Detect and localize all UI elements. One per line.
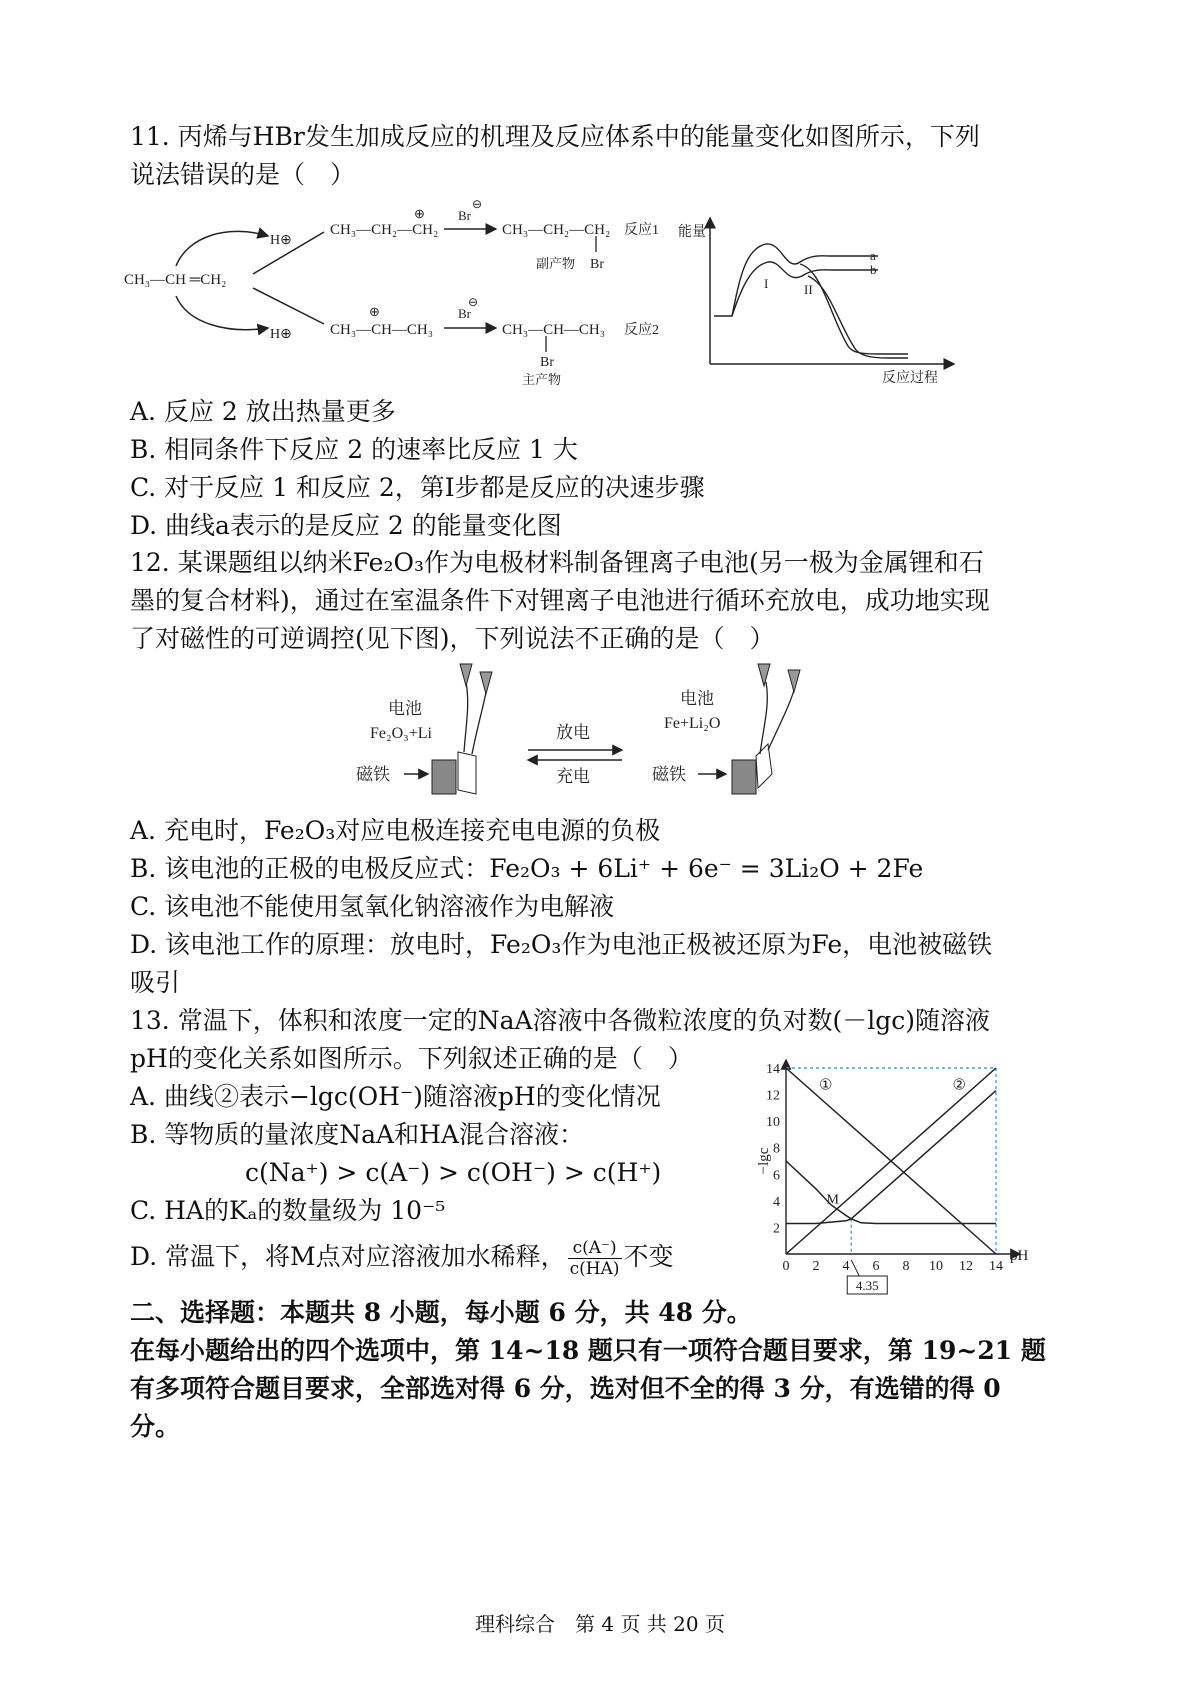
left-magnet-label: 磁铁	[356, 765, 390, 784]
q13-option-d-pre: D. 常温下，将M点对应溶液加水稀释，	[130, 1242, 566, 1271]
right-clip-1	[758, 664, 770, 686]
section2-rule-line2: 有多项符合题目要求，全部选对得 6 分，选对但不全的得 3 分，有选错的得 0	[130, 1374, 1001, 1403]
curved-arrow-bottom	[176, 296, 268, 330]
left-wire-2	[472, 692, 486, 754]
right-electrode	[756, 744, 772, 788]
q11-stem-line1: 11. 丙烯与HBr发生加成反应的机理及反应体系中的能量变化如图所示，下列	[130, 122, 980, 151]
y-tick-label: 2	[773, 1221, 780, 1237]
minus-charge-bottom: ⊖	[468, 295, 479, 309]
curve-2-label: ②	[952, 1077, 966, 1094]
right-wire-2	[768, 690, 794, 750]
section2-title: 二、选择题：本题共 8 小题，每小题 6 分，共 48 分。	[130, 1298, 752, 1327]
y-tick-label: 6	[773, 1168, 780, 1184]
top-product: CH₃—CH₂—CH₂	[502, 222, 611, 238]
top-carbocation: CH₃—CH₂—CH₂	[330, 222, 439, 238]
bottom-carbocation: CH₃—CH—CH₃	[330, 322, 433, 338]
h-plus-top: H⊕	[270, 233, 292, 248]
right-battery-label: 电池	[680, 689, 714, 708]
q11-stem-line2: 说法错误的是（ ）	[130, 160, 356, 189]
q12-stem-line2: 墨的复合材料)，通过在室温条件下对锂离子电池进行循环充放电，成功地实现	[130, 586, 990, 615]
curve-b-label: b	[870, 262, 877, 277]
q13-option-b-equation: c(Na⁺) > c(A⁻) > c(OH⁻) > c(H⁺)	[245, 1158, 662, 1187]
energy-curve-a	[714, 244, 878, 316]
right-magnet-label: 磁铁	[652, 765, 686, 784]
left-electrode	[458, 752, 476, 794]
energy-curve-a-tail	[800, 264, 908, 354]
q12-option-d: D. 该电池工作的原理：放电时，Fe₂O₃作为电池正极被还原为Fe，电池被磁铁	[130, 930, 993, 959]
bottom-product-br: Br	[540, 355, 554, 370]
plus-charge-bottom: ⊕	[369, 304, 380, 319]
y-tick-label: 8	[773, 1141, 780, 1157]
right-clip-2	[788, 670, 800, 692]
byproduct-label: 副产物	[536, 256, 576, 271]
q12-stem-line1: 12. 某课题组以纳米Fe₂O₃作为电极材料制备锂离子电池(另一极为金属锂和石	[130, 548, 984, 577]
q13-stem-line2: pH的变化关系如图所示。下列叙述正确的是（ ）	[130, 1044, 693, 1073]
q12-option-c: C. 该电池不能使用氢氧化钠溶液作为电解液	[130, 892, 615, 921]
x-tick-label: 10	[929, 1259, 943, 1274]
q13-option-c: C. HA的Kₐ的数量级为 10⁻⁵	[130, 1196, 446, 1225]
q12-option-d-cont: 吸引	[130, 968, 181, 997]
step-I-label: I	[764, 276, 769, 291]
left-battery-formula: Fe₂O₃+Li	[370, 725, 432, 742]
value-box-label: 4.35	[855, 1278, 879, 1293]
bromide-bottom: Br	[458, 306, 471, 321]
propene-formula: CH₃—CH ═CH₂	[124, 272, 227, 288]
section2-rule-line3: 分。	[130, 1412, 181, 1441]
right-magnet	[732, 760, 756, 794]
q11-option-d: D. 曲线a表示的是反应 2 的能量变化图	[130, 511, 562, 540]
reaction2-label: 反应2	[624, 323, 659, 338]
minus-charge-top: ⊖	[472, 197, 483, 211]
curved-arrow-top	[176, 231, 268, 266]
charge-label: 充电	[556, 767, 590, 786]
x-tick-label: 14	[989, 1259, 1003, 1274]
bottom-product: CH₃—CH—CH₃	[502, 322, 605, 338]
q12-battery-figure	[356, 664, 830, 814]
q13-stem-line1: 13. 常温下，体积和浓度一定的NaA溶液中各微粒浓度的负对数(－lgc)随溶液	[130, 1006, 991, 1035]
y-tick-label: 4	[773, 1194, 780, 1210]
x-tick-label: 12	[959, 1259, 973, 1274]
x-tick-label: 0	[782, 1259, 790, 1274]
x-axis-label: pH	[1010, 1248, 1029, 1264]
energy-curve-b-tail	[808, 276, 908, 358]
q13-fraction-num: c(A⁻)	[568, 1238, 622, 1259]
left-battery-label: 电池	[388, 699, 422, 718]
curve-a-label: a	[870, 248, 876, 263]
left-magnet	[432, 760, 456, 794]
energy-axis-label: 能量	[678, 225, 706, 240]
bromide-top: Br	[458, 208, 471, 223]
q13-fraction-den: c(HA)	[569, 1259, 620, 1279]
point-m-label: M	[826, 1192, 839, 1208]
right-wire-1	[760, 682, 767, 754]
step-II-label: II	[804, 282, 813, 297]
q13-option-d-post: 不变	[623, 1242, 674, 1271]
left-clip-2	[480, 672, 492, 694]
q13-option-d	[130, 1238, 674, 1279]
q13-option-b: B. 等物质的量浓度NaA和HA混合溶液：	[130, 1120, 584, 1149]
section2-rule-line1: 在每小题给出的四个选项中，第 14~18 题只有一项符合题目要求，第 19~21 题	[130, 1336, 1046, 1365]
series-line-4	[786, 1161, 996, 1223]
q12-option-b: B. 该电池的正极的电极反应式：Fe₂O₃ + 6Li⁺ + 6e⁻ = 3Li₂O + 2Fe	[130, 854, 924, 883]
left-clip-1	[460, 664, 472, 686]
y-tick-label: 12	[766, 1088, 780, 1104]
right-battery-formula: Fe+Li₂O	[664, 715, 721, 732]
series-line-3	[786, 1091, 996, 1224]
left-wire-1	[464, 682, 468, 752]
x-tick-label: 8	[902, 1259, 910, 1274]
q13-option-a: A. 曲线②表示−lgc(OH⁻)随溶液pH的变化情况	[130, 1082, 661, 1111]
mainproduct-label: 主产物	[522, 372, 562, 387]
y-tick-label: 10	[766, 1115, 780, 1131]
curve-1-label: ①	[819, 1077, 833, 1094]
q13-option-d-fraction	[568, 1238, 622, 1279]
x-tick-label: 2	[812, 1259, 820, 1274]
q12-option-a: A. 充电时，Fe₂O₃对应电极连接充电电源的负极	[130, 816, 661, 845]
x-tick-label: 4	[842, 1259, 850, 1274]
page-footer: 理科综合 第 4 页 共 20 页	[475, 1612, 725, 1636]
q13-chart	[756, 1058, 1100, 1294]
h-plus-bottom: H⊕	[270, 327, 292, 342]
branch-line-bottom	[253, 288, 324, 324]
reaction1-label: 反应1	[624, 223, 659, 238]
y-tick-label: 14	[766, 1062, 780, 1077]
value-box-pointer	[851, 1260, 859, 1276]
q11-mechanism-figure	[118, 196, 958, 392]
q12-stem-line3: 了对磁性的可逆调控(见下图)，下列说法不正确的是（ ）	[130, 624, 775, 653]
x-tick-label: 6	[872, 1259, 880, 1274]
top-product-br: Br	[590, 257, 604, 272]
q11-option-c: C. 对于反应 1 和反应 2，第I步都是反应的决速步骤	[130, 473, 705, 502]
discharge-label: 放电	[556, 723, 590, 742]
plus-charge-top: ⊕	[414, 206, 425, 221]
progress-axis-label: 反应过程	[882, 371, 938, 386]
q11-option-b: B. 相同条件下反应 2 的速率比反应 1 大	[130, 435, 578, 464]
y-axis-label: −lgc	[756, 1147, 772, 1175]
q11-option-a: A. 反应 2 放出热量更多	[130, 397, 396, 426]
